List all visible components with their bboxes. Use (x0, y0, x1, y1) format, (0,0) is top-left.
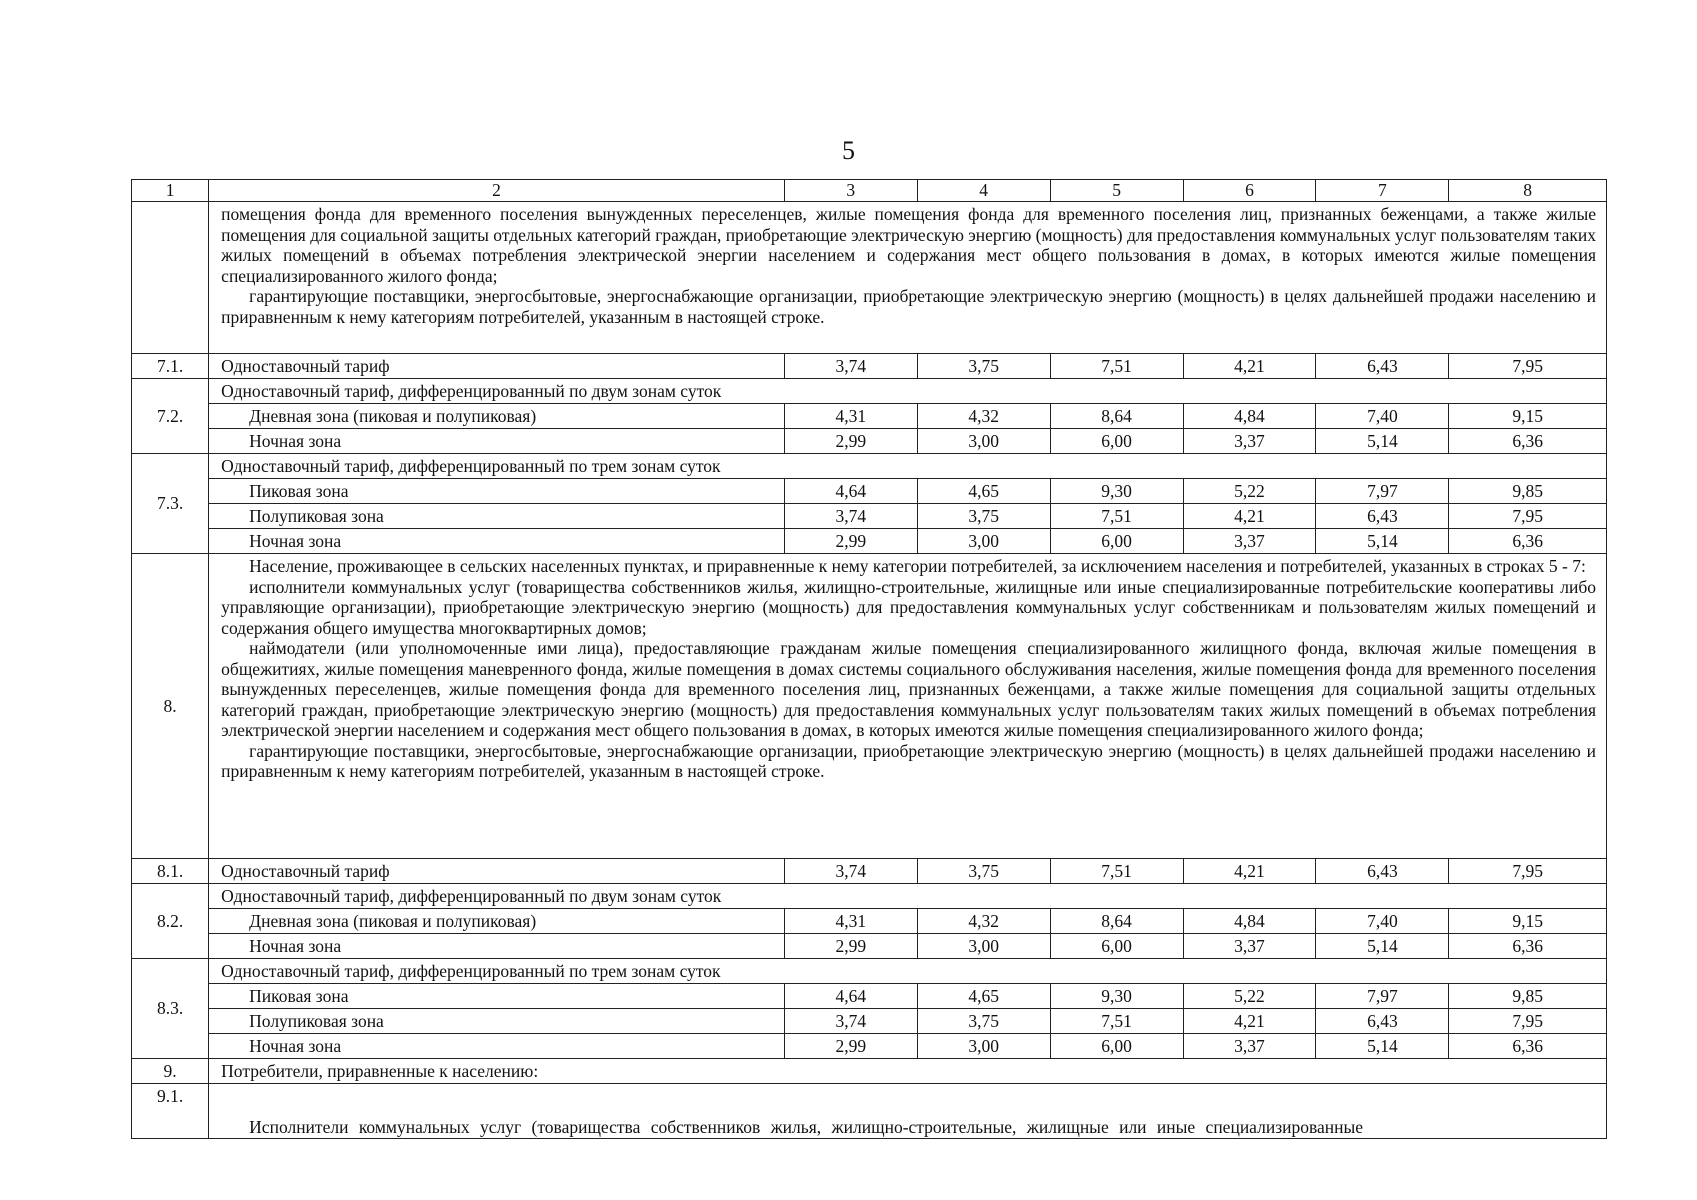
row-label: Одноставочный тариф (209, 354, 785, 379)
value-cell: 4,32 (917, 404, 1050, 429)
table-row (132, 379, 1607, 404)
value-cell: 7,51 (1050, 859, 1183, 884)
row-label: Дневная зона (пиковая и полупиковая) (209, 404, 785, 429)
value-cell: 6,36 (1449, 1034, 1607, 1059)
table-row (132, 429, 1607, 454)
paragraph: исполнители коммунальных услуг (товарищества собственников жилья, жилищно-строительные, жилищные или иные специализированные потребительские кооперативы либо управляющие организации), приобретающие электрическую энергию (мощность) для предоставления коммунальных услуг собственникам и пользователям жилых помещений и содержания общего имущества многоквартирных домов; (221, 576, 1596, 638)
value-cell: 3,75 (917, 859, 1050, 884)
table-row (132, 859, 1607, 884)
header-row (132, 180, 1607, 202)
value-cell: 9,85 (1449, 479, 1607, 504)
header-cell: 1 (132, 180, 209, 202)
value-cell: 5,14 (1316, 429, 1449, 454)
value-cell: 3,74 (784, 1009, 917, 1034)
value-cell: 6,43 (1316, 354, 1449, 379)
value-cell: 2,99 (784, 429, 917, 454)
row-number: 8.1. (132, 859, 209, 884)
row-label: Ночная зона (209, 529, 785, 554)
value-cell: 5,14 (1316, 1034, 1449, 1059)
header-cell: 6 (1183, 180, 1316, 202)
table-row (132, 959, 1607, 984)
value-cell: 6,00 (1050, 1034, 1183, 1059)
value-cell: 6,00 (1050, 934, 1183, 959)
row-label: Дневная зона (пиковая и полупиковая) (209, 909, 785, 934)
table-row (132, 354, 1607, 379)
header-cell: 3 (784, 180, 917, 202)
value-cell: 4,32 (917, 909, 1050, 934)
paragraph: гарантирующие поставщики, энергосбытовые, энергоснабжающие организации, приобретающие электрическую энергию (мощность) в целях дальнейшей продажи населению и приравненным к нему категориям потребителей, указанным в настоящей строке. (221, 740, 1596, 781)
row-label: Пиковая зона (209, 984, 785, 1009)
table-row (132, 529, 1607, 554)
value-cell: 3,00 (917, 934, 1050, 959)
row-label: Потребители, приравненные к населению: (209, 1059, 1607, 1084)
table-row (132, 404, 1607, 429)
value-cell: 9,30 (1050, 984, 1183, 1009)
table-row (132, 1009, 1607, 1034)
value-cell: 3,00 (917, 529, 1050, 554)
value-cell: 4,64 (784, 984, 917, 1009)
value-cell: 6,00 (1050, 529, 1183, 554)
value-cell: 4,21 (1183, 504, 1316, 529)
value-cell: 5,22 (1183, 984, 1316, 1009)
page-number: 5 (842, 136, 855, 165)
block8-row (132, 554, 1607, 859)
row-number: 9.1. (132, 1084, 209, 1139)
value-cell: 6,36 (1449, 934, 1607, 959)
header-cell: 2 (209, 180, 785, 202)
value-cell: 4,84 (1183, 404, 1316, 429)
value-cell: 7,51 (1050, 504, 1183, 529)
header-cell: 8 (1449, 180, 1607, 202)
table-row (132, 454, 1607, 479)
row-title: Одноставочный тариф, дифференцированный по трем зонам суток (209, 959, 1607, 984)
value-cell: 7,51 (1050, 1009, 1183, 1034)
block8-text (209, 554, 1607, 859)
value-cell: 4,21 (1183, 1009, 1316, 1034)
table-row (132, 479, 1607, 504)
header-cell: 4 (917, 180, 1050, 202)
tariff-table (131, 179, 1607, 1139)
value-cell: 4,65 (917, 984, 1050, 1009)
table-row (132, 504, 1607, 529)
value-cell: 5,14 (1316, 529, 1449, 554)
value-cell: 5,22 (1183, 479, 1316, 504)
value-cell: 7,51 (1050, 354, 1183, 379)
value-cell: 3,75 (917, 504, 1050, 529)
value-cell: 3,74 (784, 859, 917, 884)
table-row (132, 1084, 1607, 1139)
table-row (132, 1059, 1607, 1084)
value-cell: 9,30 (1050, 479, 1183, 504)
row-number: 7.3. (132, 454, 209, 554)
table-row (132, 984, 1607, 1009)
value-cell: 7,97 (1316, 479, 1449, 504)
row-label: Ночная зона (209, 1034, 785, 1059)
row-number: 9. (132, 1059, 209, 1084)
value-cell: 5,14 (1316, 934, 1449, 959)
value-cell: 9,15 (1449, 404, 1607, 429)
value-cell: 3,74 (784, 504, 917, 529)
row-label: Полупиковая зона (209, 1009, 785, 1034)
value-cell: 7,95 (1449, 504, 1607, 529)
value-cell: 3,37 (1183, 934, 1316, 959)
value-cell: 6,00 (1050, 429, 1183, 454)
value-cell: 8,64 (1050, 909, 1183, 934)
value-cell: 3,74 (784, 354, 917, 379)
value-cell: 6,43 (1316, 504, 1449, 529)
paragraph: наймодатели (или уполномоченные ими лица), предоставляющие гражданам жилые помещения специализированного жилищного фонда, включая жилые помещения в общежитиях, жилые помещения маневренного фонда, жилые помещения в домах системы социального обслуживания населения, жилые помещения фонда для временного поселения вынужденных переселенцев, жилые помещения фонда для временного поселения лиц, признанных беженцами, а также жилые помещения для социальной защиты отдельных категорий граждан, приобретающие электрическую энергию (мощность) для предоставления коммунальных услуг пользователям таких жилых помещений в объемах потребления электрической энергии населением и содержания мест общего пользования в домах, в которых имеются жилые помещения специализированного жилого фонда; (221, 638, 1596, 740)
value-cell: 4,65 (917, 479, 1050, 504)
value-cell: 2,99 (784, 1034, 917, 1059)
value-cell: 3,00 (917, 1034, 1050, 1059)
row-title: Одноставочный тариф, дифференцированный по двум зонам суток (209, 379, 1607, 404)
row-label: Одноставочный тариф (209, 859, 785, 884)
row-number-cell (132, 202, 209, 354)
value-cell: 7,95 (1449, 354, 1607, 379)
header-cell: 5 (1050, 180, 1183, 202)
row-number: 7.1. (132, 354, 209, 379)
row-label: Ночная зона (209, 934, 785, 959)
header-cell: 7 (1316, 180, 1449, 202)
value-cell: 6,36 (1449, 529, 1607, 554)
value-cell: 2,99 (784, 934, 917, 959)
value-cell: 4,84 (1183, 909, 1316, 934)
row-title: Одноставочный тариф, дифференцированный по трем зонам суток (209, 454, 1607, 479)
value-cell: 3,37 (1183, 429, 1316, 454)
value-cell: 7,95 (1449, 1009, 1607, 1034)
value-cell: 9,15 (1449, 909, 1607, 934)
value-cell: 4,31 (784, 404, 917, 429)
row-label: Ночная зона (209, 429, 785, 454)
value-cell: 3,37 (1183, 529, 1316, 554)
row-label: Полупиковая зона (209, 504, 785, 529)
value-cell: 4,31 (784, 909, 917, 934)
paragraph: гарантирующие поставщики, энергосбытовые, энергоснабжающие организации, приобретающие электрическую энергию (мощность) в целях дальнейшей продажи населению и приравненным к нему категориям потребителей, указанным в настоящей строке. (221, 286, 1596, 327)
value-cell: 2,99 (784, 529, 917, 554)
value-cell: 7,40 (1316, 909, 1449, 934)
row-text: Исполнители коммунальных услуг (товарищества собственников жилья, жилищно-строительные, жилищные или иные специализированные (209, 1084, 1607, 1139)
value-cell: 7,40 (1316, 404, 1449, 429)
row-number: 8. (132, 554, 209, 859)
paragraph: помещения фонда для временного поселения вынужденных переселенцев, жилые помещения фонда для временного поселения лиц, признанных беженцами, а также жилые помещения для социальной защиты отдельных категорий граждан, приобретающие электрическую энергию (мощность) для предоставления коммунальных услуг пользователям таких жилых помещений в объемах потребления электрической энергии населением и содержания мест общего пользования в домах, в которых имеются жилые помещения специализированного жилого фонда; (221, 204, 1596, 286)
paragraph: Население, проживающее в сельских населенных пунктах, и приравненные к нему категории потребителей, за исключением населения и потребителей, указанных в строках 5 - 7: (249, 556, 1586, 576)
value-cell: 3,75 (917, 1009, 1050, 1034)
value-cell: 9,85 (1449, 984, 1607, 1009)
value-cell: 4,64 (784, 479, 917, 504)
row-number: 8.2. (132, 884, 209, 959)
value-cell: 8,64 (1050, 404, 1183, 429)
table-row (132, 1034, 1607, 1059)
table-row (132, 934, 1607, 959)
value-cell: 3,37 (1183, 1034, 1316, 1059)
row-number: 8.3. (132, 959, 209, 1059)
value-cell: 6,43 (1316, 859, 1449, 884)
table-row (132, 884, 1607, 909)
row-number: 7.2. (132, 379, 209, 454)
table-row (132, 909, 1607, 934)
block7-continuation-row (132, 202, 1607, 354)
value-cell: 4,21 (1183, 859, 1316, 884)
row-title: Одноставочный тариф, дифференцированный по двум зонам суток (209, 884, 1607, 909)
value-cell: 6,43 (1316, 1009, 1449, 1034)
block7-text (209, 202, 1607, 354)
value-cell: 7,95 (1449, 859, 1607, 884)
value-cell: 6,36 (1449, 429, 1607, 454)
value-cell: 7,97 (1316, 984, 1449, 1009)
value-cell: 3,00 (917, 429, 1050, 454)
row-label: Пиковая зона (209, 479, 785, 504)
value-cell: 3,75 (917, 354, 1050, 379)
value-cell: 4,21 (1183, 354, 1316, 379)
